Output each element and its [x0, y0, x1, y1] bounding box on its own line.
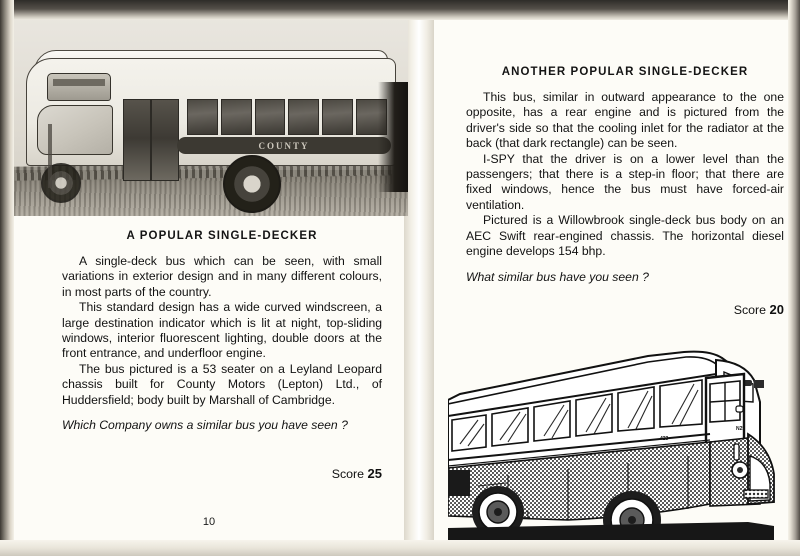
- right-page-number: 11: [519, 509, 531, 521]
- answer-line-row-2[interactable]: [62, 450, 382, 466]
- photo-dark-edge: [378, 82, 408, 192]
- side-windows: [187, 99, 387, 133]
- photo-bus-front-wheel: [41, 163, 81, 203]
- right-answer-line-row-2[interactable]: [466, 286, 784, 302]
- right-answer-dotted-line-1[interactable]: [649, 270, 784, 286]
- left-page-heading: A POPULAR SINGLE-DECKER: [126, 230, 318, 242]
- right-paragraph-2: I-SPY that the driver is on a lower level than the passengers; that there is a step-in floor; that there are fixed windows, hence the bus must have forced-air ventilation.: [466, 151, 784, 212]
- left-page-number: 10: [202, 516, 216, 528]
- fleet-number-side: 423: [660, 436, 669, 442]
- left-page-question: Which Company owns a similar bus you have seen ?: [62, 418, 348, 433]
- right-score-row: [466, 302, 784, 318]
- left-score-value: 25: [367, 466, 382, 482]
- left-paragraph-2: This standard design has a wide curved windscreen, a large destination indicator which is lit at night, top-sliding windows, interior fluorescent lighting, double doors at the front entrance, and underfloor engine.: [62, 300, 382, 361]
- right-answer-dotted-line-2[interactable]: [466, 286, 784, 302]
- photo-pole: [48, 124, 52, 188]
- right-question-row: [466, 269, 784, 286]
- left-score-word: Score: [331, 467, 365, 482]
- answer-line-row-1[interactable]: [62, 434, 382, 450]
- right-page-heading: ANOTHER POPULAR SINGLE-DECKER: [501, 66, 749, 78]
- scan-bottom-shadow: [0, 540, 800, 556]
- left-score-label: [328, 466, 382, 482]
- right-score-word: Score: [733, 303, 767, 318]
- fleet-name-band: [177, 137, 391, 154]
- right-score-label: [730, 302, 784, 318]
- left-page-photograph: [10, 18, 408, 216]
- left-paragraph-1: A single-deck bus which can be seen, with small variations in exterior design and in many different colours, in most parts of the country.: [62, 254, 382, 299]
- left-score-row: [62, 466, 382, 482]
- right-page-question: What similar bus have you seen ?: [466, 270, 649, 285]
- left-paragraph-3: The bus pictured is a 53 seater on a Leyland Leopard chassis built for County Motors (Lepton) Ltd., of Huddersfield; body built by Marshall of Cambridge.: [62, 361, 382, 407]
- fleet-number-front: N25: [736, 426, 746, 432]
- right-page-text-block: [466, 66, 784, 318]
- right-answer-dotted-line-3[interactable]: [466, 302, 730, 318]
- scan-top-shadow: [0, 0, 800, 20]
- book-gutter: [404, 6, 434, 554]
- left-page-text-block: [62, 230, 382, 482]
- photo-bus: [26, 40, 394, 168]
- answer-dotted-line-3[interactable]: [62, 466, 328, 482]
- answer-dotted-line-2[interactable]: [62, 450, 382, 466]
- destination-indicator: [47, 73, 111, 101]
- scan-left-shadow: [0, 0, 14, 556]
- fleet-name-text: COUNTY: [258, 140, 310, 151]
- right-score-value: 20: [769, 302, 784, 318]
- front-door-leaf-1: [123, 99, 151, 181]
- right-paragraph-3: Pictured is a Willowbrook single-deck bus body on an AEC Swift rear-engined chassis. The horizontal diesel engine develops 154 bhp.: [466, 213, 784, 259]
- photo-bus-body: [26, 58, 396, 166]
- photo-bus-rear-wheel: [223, 155, 281, 213]
- scan-right-shadow: [788, 0, 800, 556]
- answer-dotted-line-1[interactable]: [62, 434, 382, 450]
- front-door-leaf-2: [151, 99, 179, 181]
- right-paragraph-1: This bus, similar in outward appearance to the one opposite, has a rear engine and is pictured from the driver's side so that the cooling inlet for the radiator at the back (that dark rectangle) can be seen.: [466, 90, 784, 151]
